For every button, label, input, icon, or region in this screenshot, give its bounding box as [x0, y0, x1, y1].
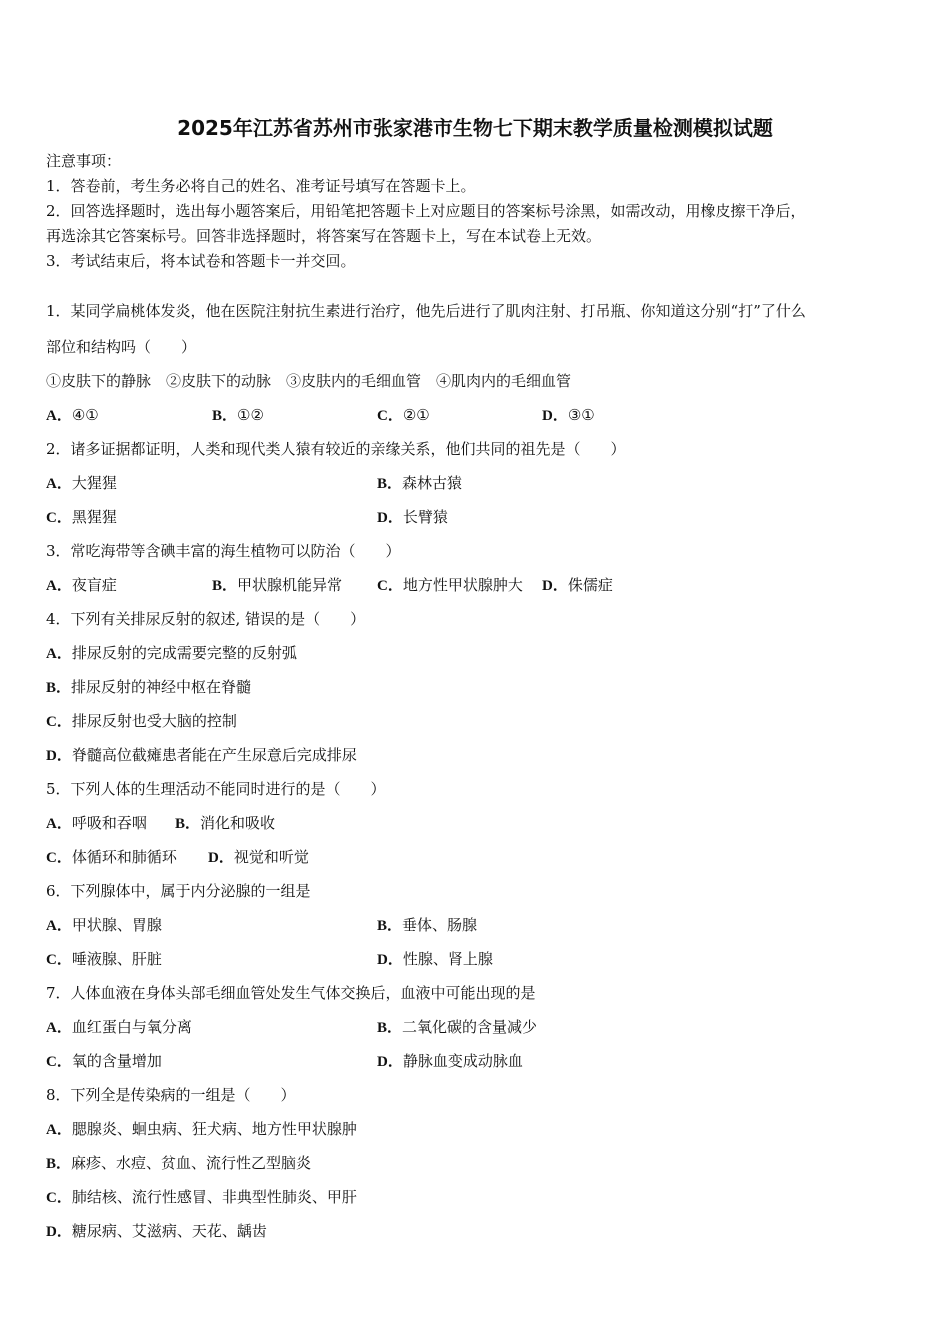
- option-label: A．: [46, 408, 72, 424]
- option-text: 肺结核、流行性感冒、非典型性肺炎、甲肝: [71, 1188, 357, 1206]
- question-5-option-d[interactable]: [208, 847, 309, 868]
- option-text: 长臂猿: [402, 508, 448, 526]
- option-label: C．: [46, 850, 72, 866]
- option-text: 血红蛋白与氧分离: [71, 1018, 192, 1036]
- question-1-option-b[interactable]: [212, 405, 264, 426]
- question-7-option-b[interactable]: [377, 1017, 537, 1038]
- question-1-option-d[interactable]: [542, 405, 595, 426]
- option-text: 侏儒症: [567, 576, 613, 594]
- option-label: C．: [46, 510, 72, 526]
- option-label: B．: [46, 1156, 72, 1172]
- option-text: 麻疹、水痘、贫血、流行性乙型脑炎: [71, 1154, 312, 1172]
- option-label: A．: [46, 1122, 72, 1138]
- option-label: B．: [46, 680, 72, 696]
- question-6-option-d[interactable]: [377, 949, 493, 970]
- option-label: C．: [46, 952, 72, 968]
- option-label: D．: [542, 408, 568, 424]
- question-6-option-c[interactable]: [46, 949, 162, 970]
- option-label: D．: [377, 952, 403, 968]
- question-6-option-a[interactable]: [46, 915, 162, 936]
- question-2-option-b[interactable]: [377, 473, 462, 494]
- option-text: 黑猩猩: [71, 508, 117, 526]
- notice-item: 3．考试结束后，将本试卷和答题卡一并交回。: [46, 252, 356, 270]
- notice-item: 2．回答选择题时，选出每小题答案后，用铅笔把答题卡上对应题目的答案标号涂黑，如需改动，用橡皮擦干净后，: [46, 202, 806, 220]
- question-5-option-a[interactable]: [46, 813, 147, 834]
- question-1-option-c[interactable]: [377, 405, 430, 426]
- option-text: ③①: [567, 406, 595, 424]
- question-2-stem: 2．诸多证据都证明，人类和现代类人猿有较近的亲缘关系，他们共同的祖先是（ ）: [46, 440, 626, 458]
- option-label: B．: [175, 816, 201, 832]
- option-label: C．: [46, 1054, 72, 1070]
- question-4-option-b[interactable]: [46, 677, 251, 698]
- question-3-stem: 3．常吃海带等含碘丰富的海生植物可以防治（ ）: [46, 542, 401, 560]
- question-7-option-c[interactable]: [46, 1051, 162, 1072]
- option-text: 夜盲症: [71, 576, 117, 594]
- question-7-option-a[interactable]: [46, 1017, 192, 1038]
- option-text: 氧的含量增加: [71, 1052, 162, 1070]
- question-7-option-d[interactable]: [377, 1051, 523, 1072]
- option-label: B．: [377, 476, 403, 492]
- option-text: 排尿反射也受大脑的控制: [71, 712, 237, 730]
- option-label: A．: [46, 476, 72, 492]
- option-text: 垂体、肠腺: [402, 916, 478, 934]
- option-text: 视觉和听觉: [233, 848, 309, 866]
- option-text: 排尿反射的神经中枢在脊髓: [71, 678, 252, 696]
- option-text: 大猩猩: [71, 474, 117, 492]
- option-label: B．: [377, 1020, 403, 1036]
- option-label: A．: [46, 646, 72, 662]
- option-text: ②①: [402, 406, 430, 424]
- option-text: 甲状腺机能异常: [237, 576, 343, 594]
- option-text: 甲状腺、胃腺: [71, 916, 162, 934]
- option-text: 消化和吸收: [200, 814, 276, 832]
- question-3-option-a[interactable]: [46, 575, 117, 596]
- option-text: 性腺、肾上腺: [402, 950, 493, 968]
- option-text: 静脉血变成动脉血: [402, 1052, 523, 1070]
- question-8-option-d[interactable]: [46, 1221, 267, 1242]
- question-1-option-a[interactable]: [46, 405, 99, 426]
- question-2-option-d[interactable]: [377, 507, 448, 528]
- question-4-option-c[interactable]: [46, 711, 237, 732]
- option-label: D．: [46, 1224, 72, 1240]
- option-label: C．: [46, 714, 72, 730]
- question-8-stem: 8．下列全是传染病的一组是（ ）: [46, 1086, 296, 1104]
- option-label: D．: [377, 1054, 403, 1070]
- option-label: C．: [377, 408, 403, 424]
- option-label: A．: [46, 578, 72, 594]
- option-label: B．: [377, 918, 403, 934]
- question-8-option-c[interactable]: [46, 1187, 357, 1208]
- option-text: ①②: [237, 406, 264, 424]
- question-4-option-d[interactable]: [46, 745, 357, 766]
- notice-item: 再选涂其它答案标号。回答非选择题时，将答案写在答题卡上，写在本试卷上无效。: [46, 227, 602, 245]
- option-text: 脊髓高位截瘫患者能在产生尿意后完成排尿: [71, 746, 357, 764]
- option-text: 唾液腺、肝脏: [71, 950, 162, 968]
- page-title: 2025年江苏省苏州市张家港市生物七下期末教学质量检测模拟试题: [177, 116, 773, 140]
- option-label: D．: [542, 578, 568, 594]
- question-8-option-b[interactable]: [46, 1153, 311, 1174]
- question-5-option-b[interactable]: [175, 813, 275, 834]
- question-6-option-b[interactable]: [377, 915, 477, 936]
- option-label: C．: [46, 1190, 72, 1206]
- option-label: A．: [46, 918, 72, 934]
- question-7-stem: 7．人体血液在身体头部毛细血管处发生气体交换后，血液中可能出现的是: [46, 984, 536, 1002]
- option-label: D．: [46, 748, 72, 764]
- question-3-option-b[interactable]: [212, 575, 342, 596]
- option-label: C．: [377, 578, 403, 594]
- question-4-stem: 4．下列有关排尿反射的叙述, 错误的是（ ）: [46, 610, 366, 628]
- option-text: 森林古猿: [402, 474, 463, 492]
- option-label: A．: [46, 1020, 72, 1036]
- option-text: 呼吸和吞咽: [71, 814, 147, 832]
- option-text: 体循环和肺循环: [71, 848, 177, 866]
- option-text: ④①: [71, 406, 99, 424]
- question-4-option-a[interactable]: [46, 643, 297, 664]
- notice-heading: 注意事项：: [46, 152, 122, 170]
- option-label: D．: [377, 510, 403, 526]
- option-text: 地方性甲状腺肿大: [402, 576, 523, 594]
- option-text: 糖尿病、艾滋病、天花、龋齿: [71, 1222, 267, 1240]
- option-label: B．: [212, 408, 238, 424]
- option-label: B．: [212, 578, 238, 594]
- option-text: 腮腺炎、蛔虫病、狂犬病、地方性甲状腺肿: [71, 1120, 357, 1138]
- question-2-option-a[interactable]: [46, 473, 117, 494]
- option-text: 二氧化碳的含量减少: [402, 1018, 538, 1036]
- question-1-stem: 1．某同学扁桃体发炎，他在医院注射抗生素进行治疗，他先后进行了肌肉注射、打吊瓶、你知道这分别“打”了什么: [46, 302, 806, 320]
- question-5-stem: 5．下列人体的生理活动不能同时进行的是（ ）: [46, 780, 386, 798]
- option-label: D．: [208, 850, 234, 866]
- question-1-subitems: ①皮肤下的静脉 ②皮肤下的动脉 ③皮肤内的毛细血管 ④肌肉内的毛细血管: [46, 372, 572, 390]
- notice-item: 1．答卷前，考生务必将自己的姓名、准考证号填写在答题卡上。: [46, 177, 476, 195]
- question-3-option-d[interactable]: [542, 575, 613, 596]
- question-6-stem: 6．下列腺体中，属于内分泌腺的一组是: [46, 882, 311, 900]
- question-1-stem-cont: 部位和结构吗（ ）: [46, 338, 197, 356]
- question-8-option-a[interactable]: [46, 1119, 357, 1140]
- question-2-option-c[interactable]: [46, 507, 117, 528]
- question-5-option-c[interactable]: [46, 847, 177, 868]
- question-3-option-c[interactable]: [377, 575, 523, 596]
- option-label: A．: [46, 816, 72, 832]
- option-text: 排尿反射的完成需要完整的反射弧: [71, 644, 297, 662]
